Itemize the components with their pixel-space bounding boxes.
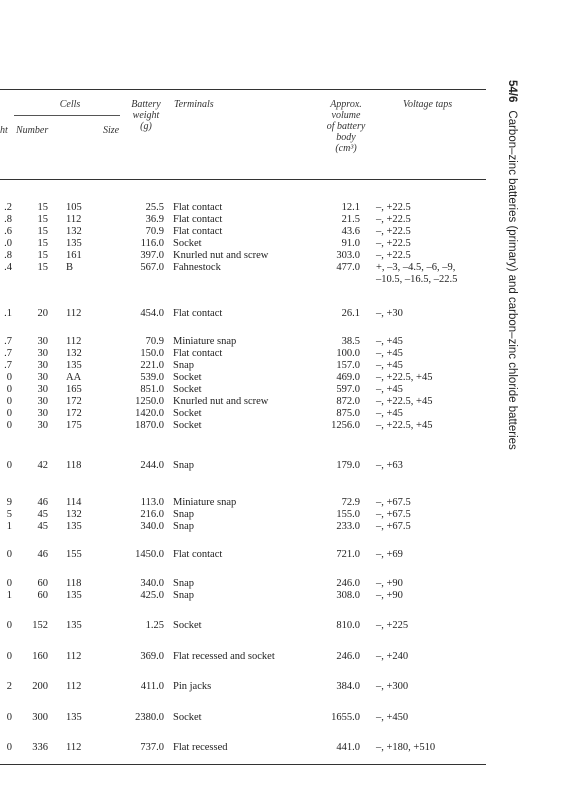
cell-number: 160 xyxy=(32,651,48,662)
cell-voltage-taps: –, +67.5 xyxy=(376,521,411,532)
cell-volume: 12.1 xyxy=(341,202,360,213)
cell-size: 114 xyxy=(66,497,82,508)
cell-height: 0 xyxy=(6,384,12,395)
cell-size: 112 xyxy=(66,214,82,225)
cell-terminals: Flat contact xyxy=(173,214,223,225)
cell-height: 2 xyxy=(6,681,12,692)
cell-terminals: Socket xyxy=(173,420,202,431)
cell-weight: 539.0 xyxy=(140,372,164,383)
cell-terminals: Snap xyxy=(173,521,194,532)
cell-voltage-taps: –, +22.5 xyxy=(376,250,411,261)
cell-height: .8 xyxy=(4,214,12,225)
cell-size: 165 xyxy=(66,384,82,395)
cell-terminals: Socket xyxy=(173,238,202,249)
chapter-title: Carbon–zinc batteries (primary) and carbon–zinc chloride batteries xyxy=(506,110,518,450)
cell-weight: 397.0 xyxy=(140,250,164,261)
cell-number: 30 xyxy=(37,420,48,431)
cell-weight: 116.0 xyxy=(140,238,164,249)
cell-volume: 246.0 xyxy=(336,578,360,589)
cell-number: 300 xyxy=(32,712,48,723)
cell-volume: 1256.0 xyxy=(331,420,360,431)
cell-number: 46 xyxy=(37,497,48,508)
cell-size: B xyxy=(66,262,74,273)
cell-weight: 454.0 xyxy=(140,308,164,319)
cell-number: 60 xyxy=(37,590,48,601)
cell-voltage-taps: –, +45 xyxy=(376,348,403,359)
cell-height: 1 xyxy=(6,521,12,532)
cell-size: 155 xyxy=(66,549,82,560)
cell-voltage-taps: +, –3, –4.5, –6, –9, xyxy=(376,262,456,273)
cell-voltage-taps: –, +69 xyxy=(376,549,403,560)
cell-size: 132 xyxy=(66,348,82,359)
cell-terminals: Miniature snap xyxy=(173,336,237,347)
cell-volume: 233.0 xyxy=(336,521,360,532)
cell-number: 30 xyxy=(37,372,48,383)
cell-height: .2 xyxy=(4,202,12,213)
cell-volume: 21.5 xyxy=(341,214,360,225)
cell-size: 175 xyxy=(66,420,82,431)
cell-terminals: Snap xyxy=(173,590,194,601)
cell-size: 118 xyxy=(66,578,82,589)
table-top-rule xyxy=(0,89,486,90)
cell-number: 45 xyxy=(37,521,48,532)
cell-number: 30 xyxy=(37,384,48,395)
header-terminals: Terminals xyxy=(174,99,214,110)
cell-terminals: Knurled nut and screw xyxy=(173,250,269,261)
cell-number: 30 xyxy=(37,348,48,359)
cell-terminals: Flat recessed xyxy=(173,742,228,753)
cell-number: 15 xyxy=(37,238,48,249)
cell-weight: 340.0 xyxy=(140,521,164,532)
cell-size: 112 xyxy=(66,336,82,347)
cell-height: 0 xyxy=(6,712,12,723)
cell-height: 0 xyxy=(6,372,12,383)
cell-terminals: Flat contact xyxy=(173,226,223,237)
header-voltage-taps: Voltage taps xyxy=(403,99,453,110)
cell-weight: 25.5 xyxy=(145,202,164,213)
cell-number: 60 xyxy=(37,578,48,589)
cell-terminals: Flat recessed and socket xyxy=(173,651,275,662)
cell-terminals: Flat contact xyxy=(173,202,223,213)
cell-size: 105 xyxy=(66,202,82,213)
cell-voltage-taps: –, +22.5, +45 xyxy=(376,420,433,431)
cell-terminals: Miniature snap xyxy=(173,497,237,508)
cell-voltage-taps: –, +45 xyxy=(376,336,403,347)
cell-number: 15 xyxy=(37,214,48,225)
cell-weight: 70.9 xyxy=(145,226,164,237)
cell-size: 112 xyxy=(66,308,82,319)
cell-number: 46 xyxy=(37,549,48,560)
cell-volume: 179.0 xyxy=(336,460,360,471)
cell-voltage-taps: –, +22.5 xyxy=(376,214,411,225)
cell-height: .4 xyxy=(4,262,12,273)
cell-terminals: Pin jacks xyxy=(173,681,212,692)
cell-volume: 597.0 xyxy=(336,384,360,395)
cell-weight: 113.0 xyxy=(140,497,164,508)
cell-volume: 91.0 xyxy=(341,238,360,249)
cell-size: 112 xyxy=(66,681,82,692)
cell-voltage-taps: –, +240 xyxy=(376,651,409,662)
running-header xyxy=(500,80,518,500)
cell-weight: 851.0 xyxy=(140,384,164,395)
cell-size: 135 xyxy=(66,360,82,371)
header-cells-underline xyxy=(14,115,120,116)
cell-height: 0 xyxy=(6,651,12,662)
cell-voltage-taps: –, +22.5, +45 xyxy=(376,396,433,407)
cell-volume: 38.5 xyxy=(341,336,360,347)
cell-weight: 244.0 xyxy=(140,460,164,471)
cell-volume: 810.0 xyxy=(336,620,360,631)
cell-size: 172 xyxy=(66,408,82,419)
cell-volume: 1655.0 xyxy=(331,712,360,723)
cell-voltage-taps: –, +30 xyxy=(376,308,403,319)
cell-weight: 737.0 xyxy=(140,742,164,753)
cell-size: 161 xyxy=(66,250,82,261)
cell-height: .1 xyxy=(4,308,12,319)
cell-size: 132 xyxy=(66,226,82,237)
cell-volume: 872.0 xyxy=(336,396,360,407)
cell-terminals: Socket xyxy=(173,620,202,631)
cell-terminals: Snap xyxy=(173,509,194,520)
cell-number: 42 xyxy=(37,460,48,471)
cell-terminals: Socket xyxy=(173,408,202,419)
table-bottom-rule xyxy=(0,764,486,765)
cell-weight: 36.9 xyxy=(145,214,164,225)
cell-number: 30 xyxy=(37,336,48,347)
cell-terminals: Flat contact xyxy=(173,348,223,359)
cell-terminals: Snap xyxy=(173,460,194,471)
cell-weight: 150.0 xyxy=(140,348,164,359)
cell-volume: 157.0 xyxy=(336,360,360,371)
cell-weight: 340.0 xyxy=(140,578,164,589)
cell-number: 20 xyxy=(37,308,48,319)
cell-number: 200 xyxy=(32,681,48,692)
cell-height: 5 xyxy=(6,509,12,520)
cell-number: 15 xyxy=(37,202,48,213)
cell-weight: 70.9 xyxy=(145,336,164,347)
cell-size: 135 xyxy=(66,238,82,249)
header-number: Number xyxy=(16,125,49,136)
cell-volume: 721.0 xyxy=(336,549,360,560)
cell-volume: 303.0 xyxy=(336,250,360,261)
cell-voltage-taps: –, +22.5 xyxy=(376,238,411,249)
cell-weight: 425.0 xyxy=(140,590,164,601)
cell-size: 135 xyxy=(66,590,82,601)
cell-size: 172 xyxy=(66,396,82,407)
header-size: Size xyxy=(103,125,120,136)
header-battery-weight: Battery weight (g) xyxy=(131,99,161,132)
cell-height: 0 xyxy=(6,420,12,431)
cell-volume: 72.9 xyxy=(341,497,360,508)
cell-voltage-taps: –, +67.5 xyxy=(376,509,411,520)
cell-voltage-taps: –, +180, +510 xyxy=(376,742,436,753)
cell-height: 9 xyxy=(6,497,12,508)
cell-height: .7 xyxy=(4,336,12,347)
cell-number: 15 xyxy=(37,226,48,237)
cell-volume: 477.0 xyxy=(336,262,360,273)
cell-height: .8 xyxy=(4,250,12,261)
cell-voltage-taps: –, +90 xyxy=(376,578,403,589)
cell-voltage-taps: –, +22.5 xyxy=(376,226,411,237)
cell-weight: 1250.0 xyxy=(135,396,164,407)
cell-height: 1 xyxy=(6,590,12,601)
cell-terminals: Fahnestock xyxy=(173,262,221,273)
cell-volume: 100.0 xyxy=(336,348,360,359)
cell-terminals: Knurled nut and screw xyxy=(173,396,269,407)
cell-voltage-taps: –, +45 xyxy=(376,408,403,419)
cell-voltage-taps: –, +90 xyxy=(376,590,403,601)
cell-terminals: Snap xyxy=(173,360,194,371)
cell-height: 0 xyxy=(6,620,12,631)
header-cells: Cells xyxy=(59,99,81,110)
cell-weight: 221.0 xyxy=(140,360,164,371)
cell-weight: 1870.0 xyxy=(135,420,164,431)
cell-size: 135 xyxy=(66,712,82,723)
cell-weight: 2380.0 xyxy=(135,712,164,723)
cell-volume: 441.0 xyxy=(336,742,360,753)
cell-voltage-taps: –, +45 xyxy=(376,384,403,395)
cell-size: 135 xyxy=(66,620,82,631)
cell-voltage-taps-cont: –10.5, –16.5, –22.5 xyxy=(376,274,458,285)
table-header-rule xyxy=(0,179,486,180)
cell-terminals: Snap xyxy=(173,578,194,589)
header-approx-volume: Approx. volume of battery body (cm³) xyxy=(326,99,366,154)
cell-weight: 216.0 xyxy=(140,509,164,520)
cell-number: 336 xyxy=(32,742,48,753)
cell-voltage-taps: –, +450 xyxy=(376,712,409,723)
cell-terminals: Socket xyxy=(173,372,202,383)
cell-size: 112 xyxy=(66,742,82,753)
cell-number: 30 xyxy=(37,360,48,371)
cell-volume: 43.6 xyxy=(341,226,360,237)
cell-weight: 567.0 xyxy=(140,262,164,273)
cell-number: 15 xyxy=(37,250,48,261)
cell-volume: 246.0 xyxy=(336,651,360,662)
cell-number: 30 xyxy=(37,396,48,407)
cell-terminals: Flat contact xyxy=(173,308,223,319)
cell-voltage-taps: –, +300 xyxy=(376,681,409,692)
cell-number: 152 xyxy=(32,620,48,631)
cell-height: .6 xyxy=(4,226,12,237)
cell-height: 0 xyxy=(6,396,12,407)
cell-number: 30 xyxy=(37,408,48,419)
cell-voltage-taps: –, +63 xyxy=(376,460,403,471)
cell-height: .7 xyxy=(4,360,12,371)
cell-voltage-taps: –, +22.5, +45 xyxy=(376,372,433,383)
cell-number: 45 xyxy=(37,509,48,520)
cell-weight: 369.0 xyxy=(140,651,164,662)
cell-size: 135 xyxy=(66,521,82,532)
cell-terminals: Socket xyxy=(173,712,202,723)
cell-height: .7 xyxy=(4,348,12,359)
cell-size: 118 xyxy=(66,460,82,471)
cell-weight: 411.0 xyxy=(140,681,164,692)
cell-volume: 155.0 xyxy=(336,509,360,520)
cell-volume: 308.0 xyxy=(336,590,360,601)
cell-volume: 875.0 xyxy=(336,408,360,419)
cell-terminals: Flat contact xyxy=(173,549,223,560)
cell-weight: 1450.0 xyxy=(135,549,164,560)
cell-height: 0 xyxy=(6,578,12,589)
cell-voltage-taps: –, +225 xyxy=(376,620,409,631)
cell-volume: 26.1 xyxy=(341,308,360,319)
cell-volume: 469.0 xyxy=(336,372,360,383)
cell-weight: 1.25 xyxy=(145,620,164,631)
cell-height: .0 xyxy=(4,238,12,249)
cell-voltage-taps: –, +45 xyxy=(376,360,403,371)
cell-size: AA xyxy=(66,372,82,383)
cell-height: 0 xyxy=(6,742,12,753)
cell-terminals: Socket xyxy=(173,384,202,395)
cell-number: 15 xyxy=(37,262,48,273)
cell-height: 0 xyxy=(6,549,12,560)
cell-voltage-taps: –, +67.5 xyxy=(376,497,411,508)
cell-volume: 384.0 xyxy=(336,681,360,692)
cell-height: 0 xyxy=(6,408,12,419)
cell-size: 112 xyxy=(66,651,82,662)
cell-size: 132 xyxy=(66,509,82,520)
header-height-fragment: ht xyxy=(0,125,8,136)
cell-voltage-taps: –, +22.5 xyxy=(376,202,411,213)
page-number: 54/6 xyxy=(506,80,518,103)
cell-weight: 1420.0 xyxy=(135,408,164,419)
cell-height: 0 xyxy=(6,460,12,471)
